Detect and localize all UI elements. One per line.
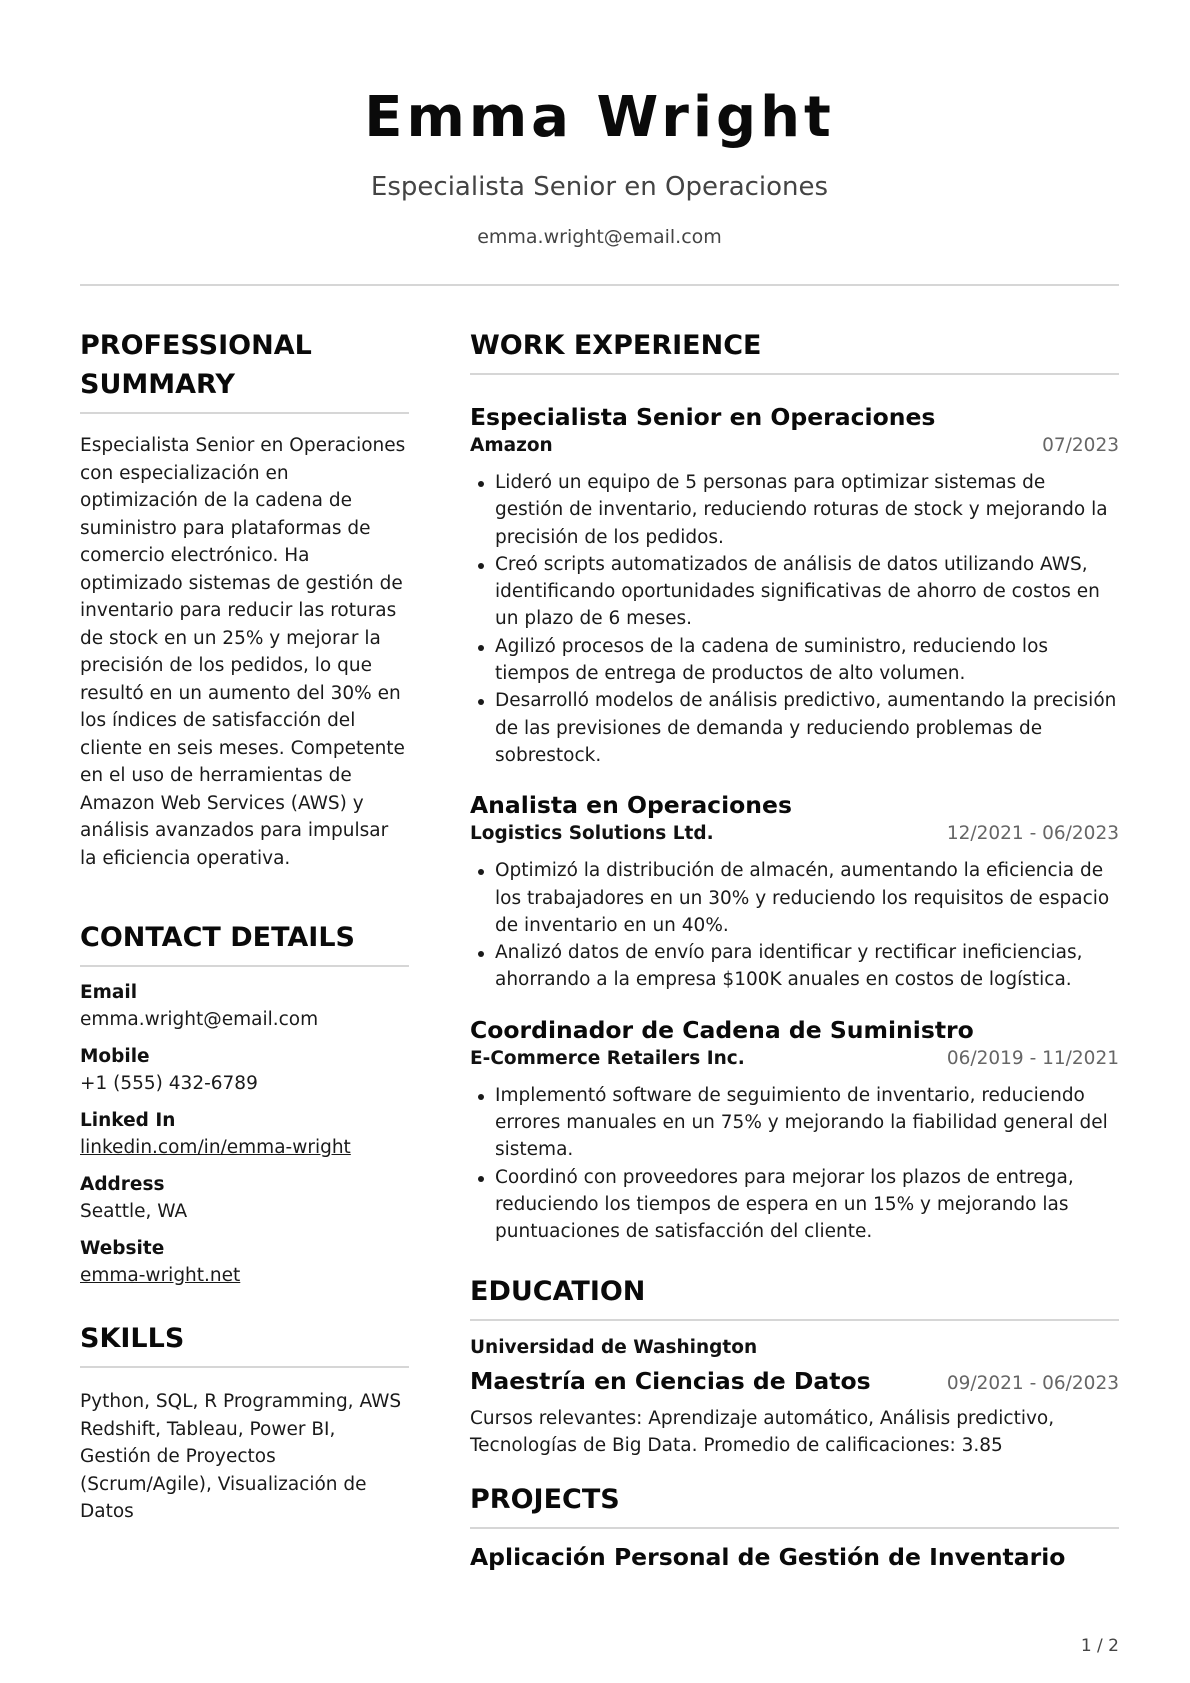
job-bullet: Agilizó procesos de la cadena de suministro, reduciendo los tiempos de entrega de productos de alto volumen. [470, 633, 1119, 688]
job-title: Analista en Operaciones [470, 791, 792, 820]
contact-list [80, 979, 409, 1289]
contact-address-value: Seattle, WA [80, 1201, 188, 1222]
job-bullet: Desarrolló modelos de análisis predictivo, aumentando la precisión de las previsiones de demanda y reduciendo problemas de sobrestock. [470, 687, 1119, 769]
contact-mobile-label: Mobile [80, 1046, 150, 1067]
job-bullets [470, 1082, 1119, 1246]
contact-address-label: Address [80, 1174, 165, 1195]
resume-header [80, 78, 1119, 250]
contact-website-link[interactable]: emma-wright.net [80, 1265, 241, 1286]
header-divider [80, 284, 1119, 286]
job-bullet: Lideró un equipo de 5 personas para optimizar sistemas de gestión de inventario, reduciendo roturas de stock y mejorando la precisión de los pedidos. [470, 469, 1119, 551]
job-bullet: Optimizó la distribución de almacén, aumentando la eficiencia de los trabajadores en un 30% y reduciendo los requisitos de espacio de inventario en un 40%. [470, 857, 1119, 939]
projects-section [470, 1480, 1119, 1573]
contact-email-value: emma.wright@email.com [80, 1009, 319, 1030]
candidate-name: Emma Wright [364, 85, 835, 150]
summary-text: Especialista Senior en Operaciones con especialización en optimización de la cadena de suministro para plataformas de comercio electrónico. Ha optimizado sistemas de gestión de inventario para reducir las roturas de stock en un 25% y mejorar la precisión de los pedidos, lo que resultó en un aumento del 30% en los índices de satisfacción del cliente en seis meses. Competente en el uso de herramientas de Amazon Web Services (AWS) y análisis avanzados para impulsar la eficiencia operativa. [80, 435, 406, 869]
education-section [470, 1272, 1119, 1460]
contact-email-label: Email [80, 982, 138, 1003]
education-meta [470, 1365, 1119, 1397]
education-description: Cursos relevantes: Aprendizaje automático, Análisis predictivo, Tecnologías de Big Data. Promedio de calificaciones: 3.85 [470, 1407, 1055, 1457]
job-dates: 06/2019 - 11/2021 [946, 1047, 1119, 1069]
candidate-title: Especialista Senior en Operaciones [370, 172, 829, 202]
job-bullet: Implementó software de seguimiento de inventario, reduciendo errores manuales en un 75% y mejorando la fiabilidad general del sistema. [470, 1082, 1119, 1164]
job-meta [470, 821, 1119, 847]
job-bullets [470, 857, 1119, 993]
job-bullet: Creó scripts automatizados de análisis de datos utilizando AWS, identificando oportunidades significativas de ahorro de costos en un plazo de 6 meses. [470, 551, 1119, 633]
summary-heading: PROFESSIONAL SUMMARY [80, 326, 409, 414]
job-company: Amazon [470, 435, 553, 456]
job-title: Especialista Senior en Operaciones [470, 403, 936, 431]
skills-text: Python, SQL, R Programming, AWS Redshift, Tableau, Power BI, Gestión de Proyectos (Scrum/Agile), Visualización de Datos [80, 1391, 402, 1522]
contact-website-label: Website [80, 1238, 165, 1259]
job-title: Coordinador de Cadena de Suministro [470, 1015, 974, 1044]
job-entry [470, 789, 1119, 993]
summary-section [80, 326, 409, 872]
project-title: Aplicación Personal de Gestión de Inventario [470, 1542, 1066, 1571]
job-entry [470, 401, 1119, 769]
job-bullet: Analizó datos de envío para identificar y rectificar ineficiencias, ahorrando a la empresa $100K anuales en costos de logística. [470, 939, 1119, 994]
right-column [470, 326, 1119, 1573]
education-dates: 09/2021 - 06/2023 [946, 1372, 1119, 1394]
contact-linkedin-link[interactable]: linkedin.com/in/emma-wright [80, 1137, 351, 1158]
contact-linkedin-label: Linked In [80, 1110, 176, 1131]
experience-section [470, 326, 1119, 1246]
job-dates: 07/2023 [1042, 435, 1119, 456]
job-dates: 12/2021 - 06/2023 [946, 823, 1119, 845]
job-company: E-Commerce Retailers Inc. [470, 1047, 745, 1069]
job-meta [470, 433, 1119, 459]
education-degree: Maestría en Ciencias de Datos [470, 1366, 871, 1395]
contact-heading: CONTACT DETAILS [80, 918, 409, 967]
job-bullets [470, 469, 1119, 769]
job-meta [470, 1046, 1119, 1072]
job-company: Logistics Solutions Ltd. [470, 823, 714, 845]
header-email: emma.wright@email.com [477, 226, 722, 248]
left-column [80, 326, 409, 1526]
page-number: 1 / 2 [1080, 1636, 1119, 1656]
job-bullet: Coordinó con proveedores para mejorar los plazos de entrega, reduciendo los tiempos de espera en un 15% y mejorando las puntuaciones de satisfacción del cliente. [470, 1164, 1119, 1246]
education-heading: EDUCATION [470, 1272, 1119, 1321]
projects-heading: PROJECTS [470, 1480, 1119, 1529]
skills-heading: SKILLS [80, 1319, 409, 1368]
contact-mobile-value: +1 (555) 432-6789 [80, 1073, 258, 1094]
experience-heading: WORK EXPERIENCE [470, 326, 1119, 375]
education-school: Universidad de Washington [470, 1336, 758, 1358]
skills-section [80, 1319, 409, 1526]
job-entry [470, 1014, 1119, 1246]
contact-section [80, 918, 409, 1289]
